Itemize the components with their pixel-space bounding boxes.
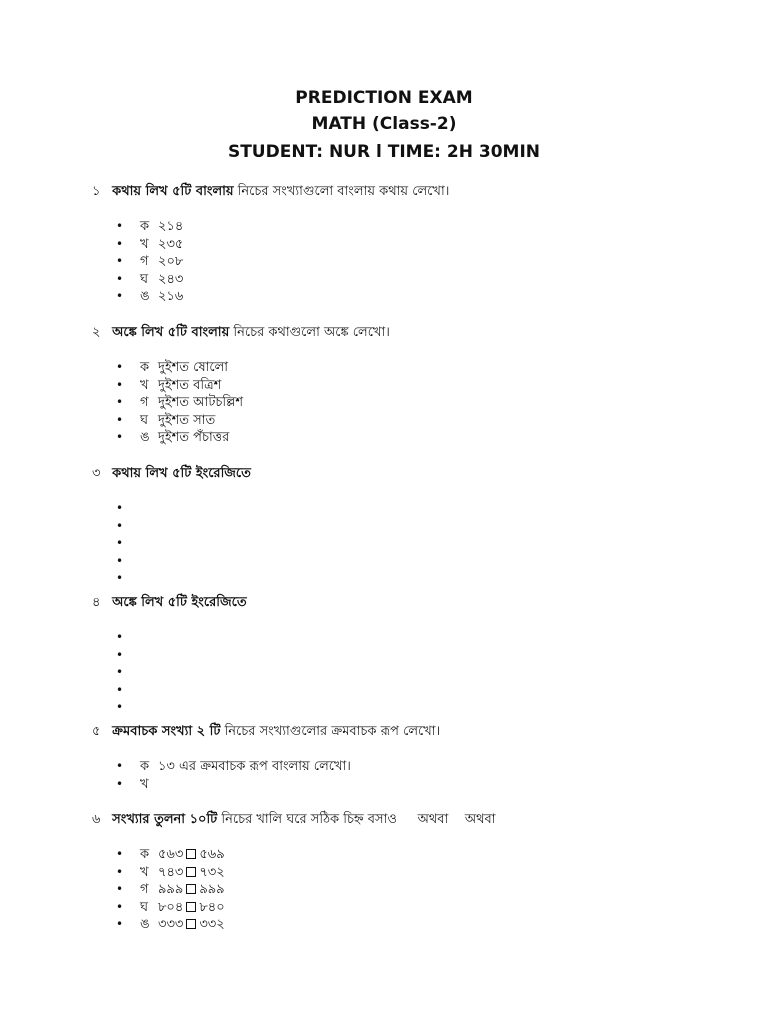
question-6-list [112, 846, 225, 934]
question-number: ৪ [92, 595, 101, 610]
question-heading: অঙ্কে লিখ ৫টি ইংরেজিতে [112, 595, 247, 610]
question-4 [92, 594, 247, 612]
question-1-list [112, 218, 183, 306]
blank-box [186, 919, 196, 929]
blank-box [186, 902, 196, 912]
list-item: • ক দুইশত ষোলো [112, 359, 243, 377]
question-instruction: নিচের সংখ্যাগুলো বাংলায় কথায় লেখো। [233, 184, 450, 199]
question-number: ৬ [92, 812, 101, 827]
list-item: • ক ১৩ এর ক্রমবাচক রূপ বাংলায় লেখো। [112, 758, 351, 776]
list-item: • খ দুইশত বত্রিশ [112, 377, 243, 395]
list-item: • খ [112, 776, 351, 794]
question-heading: কথায় লিখ ৫টি বাংলায় [112, 184, 234, 199]
blank-box [186, 867, 196, 877]
question-instruction: নিচের খালি ঘরে সঠিক চিহ্ন বসাও অথবা অথবা [217, 812, 496, 827]
blank-box [186, 849, 196, 859]
list-item: • ঘ ২৪৩ [112, 271, 183, 289]
list-item: • গ ২০৮ [112, 253, 183, 271]
list-item [112, 553, 140, 571]
question-3 [92, 465, 251, 483]
list-item [112, 699, 140, 717]
list-item: • ঙ ৩৩৩ ৩৩২ [112, 916, 225, 934]
list-item [112, 500, 140, 518]
list-item [112, 535, 140, 553]
list-item: • ক ৫৬৩ ৫৬৯ [112, 846, 225, 864]
question-heading: অঙ্কে লিখ ৫টি বাংলায় [112, 325, 230, 340]
list-item: • ক ২১৪ [112, 218, 183, 236]
list-item: • ঘ ৮০৪ ৮৪০ [112, 899, 225, 917]
blank-box [186, 884, 196, 894]
list-item [112, 518, 140, 536]
question-2 [92, 324, 390, 342]
question-4-list [112, 629, 140, 717]
list-item: • ঘ দুইশত সাত [112, 412, 243, 430]
question-1 [92, 183, 449, 201]
student-time-line: STUDENT: NUR l TIME: 2H 30MIN [227, 142, 541, 162]
list-item: • খ ৭৪৩ ৭৩২ [112, 864, 225, 882]
list-item: • গ দুইশত আটচল্লিশ [112, 394, 243, 412]
question-2-list [112, 359, 243, 447]
question-heading: ক্রমবাচক সংখ্যা ২ টি [112, 724, 221, 739]
question-number: ১ [92, 184, 101, 199]
question-6 [92, 811, 496, 829]
subject-title: MATH (Class-2) [311, 114, 457, 134]
list-item: • গ ৯৯৯ ৯৯৯ [112, 881, 225, 899]
question-5-list [112, 758, 351, 793]
question-number: ২ [92, 325, 101, 340]
question-5 [92, 723, 440, 741]
question-3-list [112, 500, 140, 588]
question-number: ৩ [92, 466, 101, 481]
list-item [112, 682, 140, 700]
list-item [112, 647, 140, 665]
question-heading: সংখ্যার তুলনা ১০টি [112, 812, 218, 827]
list-item [112, 570, 140, 588]
list-item: • ঙ দুইশত পঁচাত্তর [112, 429, 243, 447]
question-instruction: নিচের কথাগুলো অঙ্কে লেখো। [229, 325, 390, 340]
list-item [112, 629, 140, 647]
exam-title: PREDICTION EXAM [295, 88, 473, 108]
question-instruction: নিচের সংখ্যাগুলোর ক্রমবাচক রূপ লেখো। [220, 724, 441, 739]
question-heading: কথায় লিখ ৫টি ইংরেজিতে [112, 466, 251, 481]
list-item [112, 664, 140, 682]
list-item: • ঙ ২১৬ [112, 288, 183, 306]
question-number: ৫ [92, 724, 101, 739]
list-item: • খ ২৩৫ [112, 236, 183, 254]
